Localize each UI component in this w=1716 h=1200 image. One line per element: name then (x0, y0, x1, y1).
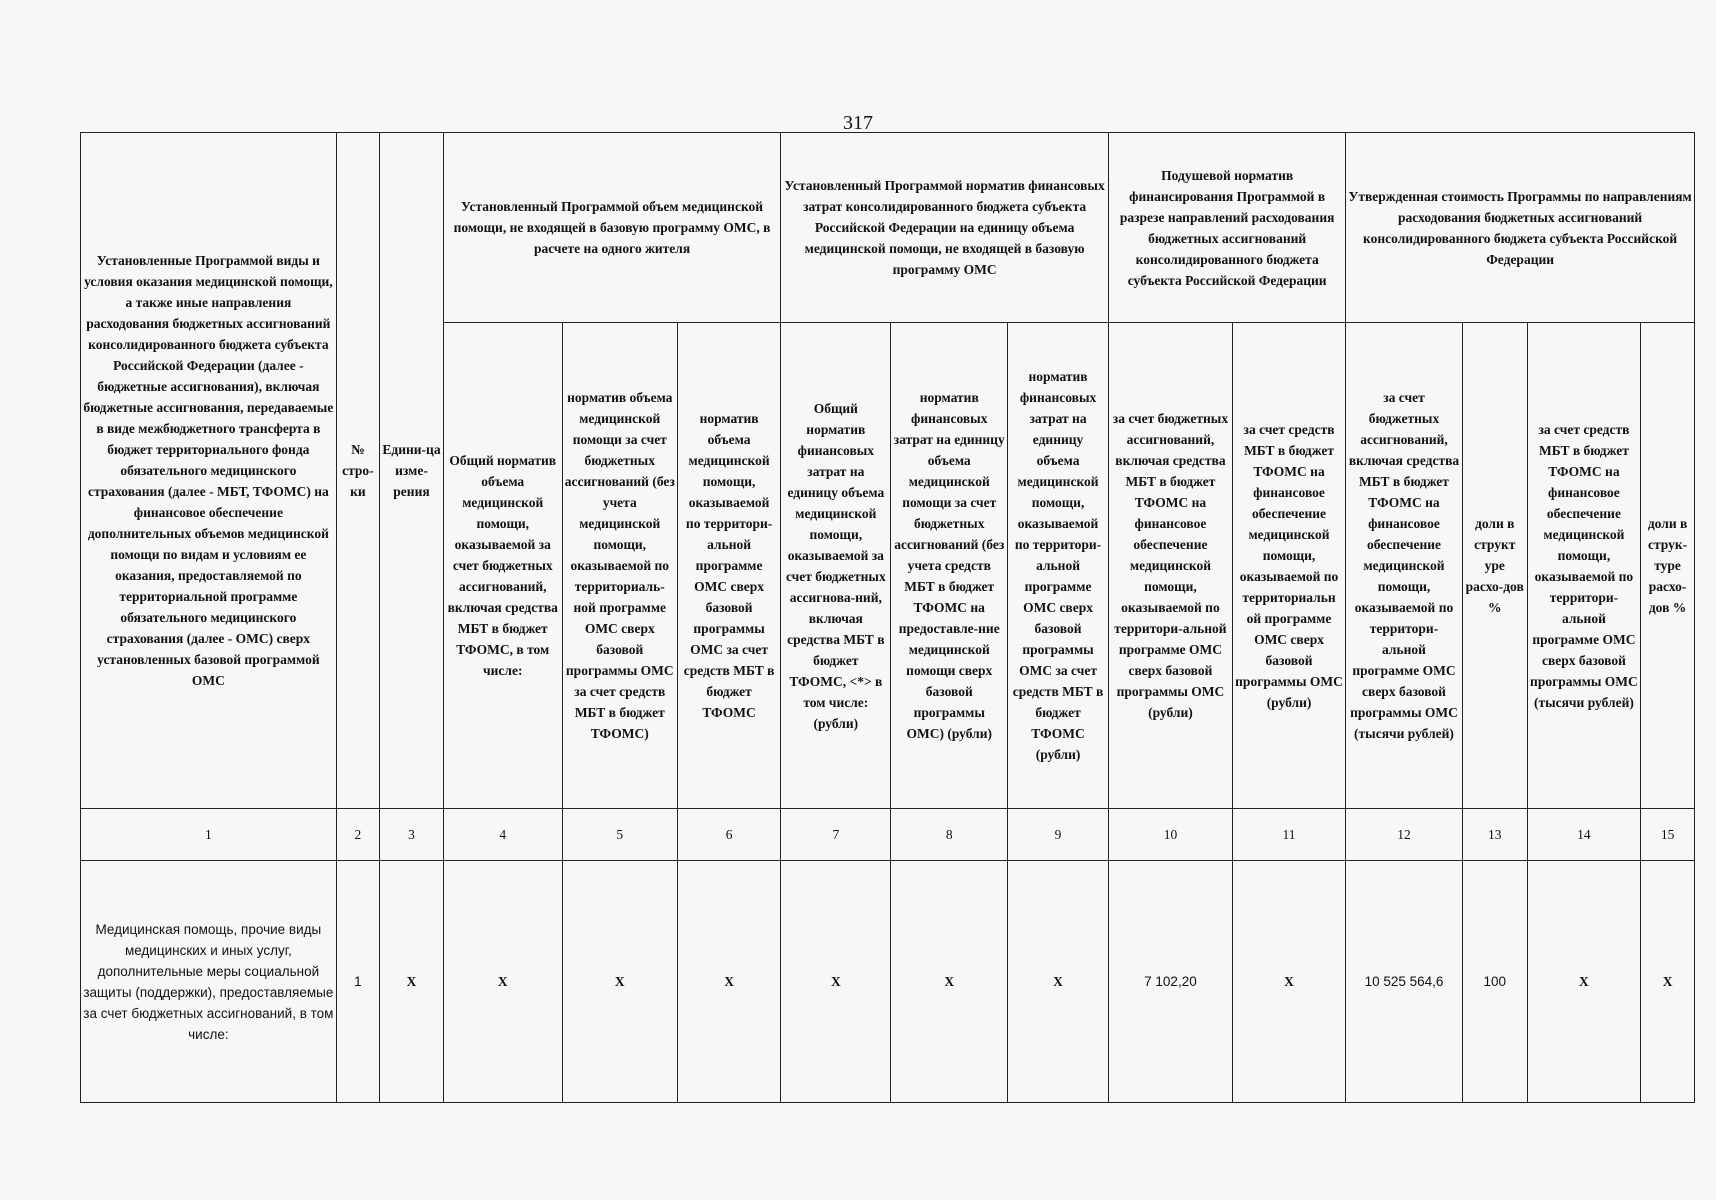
header-col-9: норматив финансовых затрат на единицу объема медицинской помощи, оказываемой по территори-альной программе ОМС сверх базовой программы ОМС за счет средств МБТ в бюджет ТФОМС (рубли) (1008, 323, 1109, 809)
column-number: 6 (678, 809, 781, 861)
column-number: 9 (1008, 809, 1109, 861)
row-cell-c12: 10 525 564,6 (1346, 861, 1463, 1103)
row-cell-c4: Х (443, 861, 562, 1103)
column-number: 15 (1641, 809, 1695, 861)
header-group-per-capita: Подушевой норматив финансирования Программой в разрезе направлений расходования бюджетных ассигнований консолидированного бюджета субъекта Российской Федерации (1109, 133, 1346, 323)
row-name: Медицинская помощь, прочие виды медицинских и иных услуг, дополнительные меры социальной защиты (поддержки), предоставляемые за счет бюджетных ассигнований, в том числе: (81, 861, 337, 1103)
row-cell-c9: Х (1008, 861, 1109, 1103)
column-number: 2 (336, 809, 379, 861)
row-cell-c6: Х (678, 861, 781, 1103)
column-number: 4 (443, 809, 562, 861)
column-number: 11 (1232, 809, 1345, 861)
header-col-12: за счет бюджетных ассигнований, включая средства МБТ в бюджет ТФОМС на финансовое обеспечение медицинской помощи, оказываемой по территори-альной программе ОМС сверх базовой программы ОМС (тысячи рублей) (1346, 323, 1463, 809)
column-number: 5 (562, 809, 677, 861)
row-cell-c10: 7 102,20 (1109, 861, 1233, 1103)
column-number: 10 (1109, 809, 1233, 861)
header-col-11: за счет средств МБТ в бюджет ТФОМС на финансовое обеспечение медицинской помощи, оказываемой по территориальн ой программе ОМС сверх базовой программы ОМС (рубли) (1232, 323, 1345, 809)
row-cell-c8: Х (891, 861, 1008, 1103)
table-row (81, 861, 1695, 1103)
column-number: 1 (81, 809, 337, 861)
row-cell-c5: Х (562, 861, 677, 1103)
header-col-2: № стро-ки (336, 133, 379, 809)
header-col-1: Установленные Программой виды и условия оказания медицинской помощи, а также иные направления расходования бюджетных ассигнований консолидированного бюджета субъекта Российской Федерации (далее - бюджетные ассигнования), включая бюджетные ассигнования, передаваемые в виде межбюджетного трансферта в бюджет территориального фонда обязательного медицинского страхования (далее - МБТ, ТФОМС) на финансовое обеспечение дополнительных объемов медицинской помощи по видам и условиям ее оказания, предоставляемой по территориальной программе обязательного медицинского страхования (далее - ОМС) сверх установленных базовой программой ОМС (81, 133, 337, 809)
header-col-10: за счет бюджетных ассигнований, включая средства МБТ в бюджет ТФОМС на финансовое обеспечение медицинской помощи, оказываемой по территори-альной программе ОМС сверх базовой программы ОМС (рубли) (1109, 323, 1233, 809)
column-number: 3 (380, 809, 444, 861)
header-group-cost-norm: Установленный Программой норматив финансовых затрат консолидированного бюджета субъекта Российской Федерации на единицу объема медицинской помощи, не входящей в базовую программу ОМС (781, 133, 1109, 323)
header-col-7: Общий норматив финансовых затрат на единицу объема медицинской помощи, оказываемой за счет бюджетных ассигнова-ний, включая средства МБТ в бюджет ТФОМС, <*> в том числе: (рубли) (781, 323, 891, 809)
header-group-volume: Установленный Программой объем медицинской помощи, не входящей в базовую программу ОМС, в расчете на одного жителя (443, 133, 780, 323)
header-col-15: доли в струк-туре расхо-дов % (1641, 323, 1695, 809)
header-col-3: Едини-ца изме-рения (380, 133, 444, 809)
column-number-row (81, 809, 1695, 861)
page-number: 317 (843, 112, 873, 134)
column-number: 8 (891, 809, 1008, 861)
column-number: 7 (781, 809, 891, 861)
program-cost-table (80, 132, 1695, 1103)
header-col-8: норматив финансовых затрат на единицу объема медицинской помощи за счет бюджетных ассигнований (без учета средств МБТ в бюджет ТФОМС на предоставле-ние медицинской помощи сверх базовой программы ОМС) (рубли) (891, 323, 1008, 809)
header-col-14: за счет средств МБТ в бюджет ТФОМС на финансовое обеспечение медицинской помощи, оказываемой по территори-альной программе ОМС сверх базовой программы ОМС (тысячи рублей) (1527, 323, 1640, 809)
column-number: 14 (1527, 809, 1640, 861)
column-number: 12 (1346, 809, 1463, 861)
column-number: 13 (1462, 809, 1527, 861)
row-cell-c11: Х (1232, 861, 1345, 1103)
header-col-13: доли в структ уре расхо-дов % (1462, 323, 1527, 809)
header-group-approved-cost: Утвержденная стоимость Программы по направлениям расходования бюджетных ассигнований консолидированного бюджета субъекта Российской Федерации (1346, 133, 1695, 323)
row-cell-c15: Х (1641, 861, 1695, 1103)
row-cell-c13: 100 (1462, 861, 1527, 1103)
header-col-6: норматив объема медицинской помощи, оказываемой по территори-альной программе ОМС сверх базовой программы ОМС за счет средств МБТ в бюджет ТФОМС (678, 323, 781, 809)
row-cell-c7: Х (781, 861, 891, 1103)
row-line-number: 1 (336, 861, 379, 1103)
header-col-5: норматив объема медицинской помощи за счет бюджетных ассигнований (без учета медицинской помощи, оказываемой по территориаль-ной программе ОМС сверх базовой программы ОМС за счет средств МБТ в бюджет ТФОМС) (562, 323, 677, 809)
header-col-4: Общий норматив объема медицинской помощи, оказываемой за счет бюджетных ассигнований, включая средства МБТ в бюджет ТФОМС, в том числе: (443, 323, 562, 809)
row-unit: Х (380, 861, 444, 1103)
row-cell-c14: Х (1527, 861, 1640, 1103)
